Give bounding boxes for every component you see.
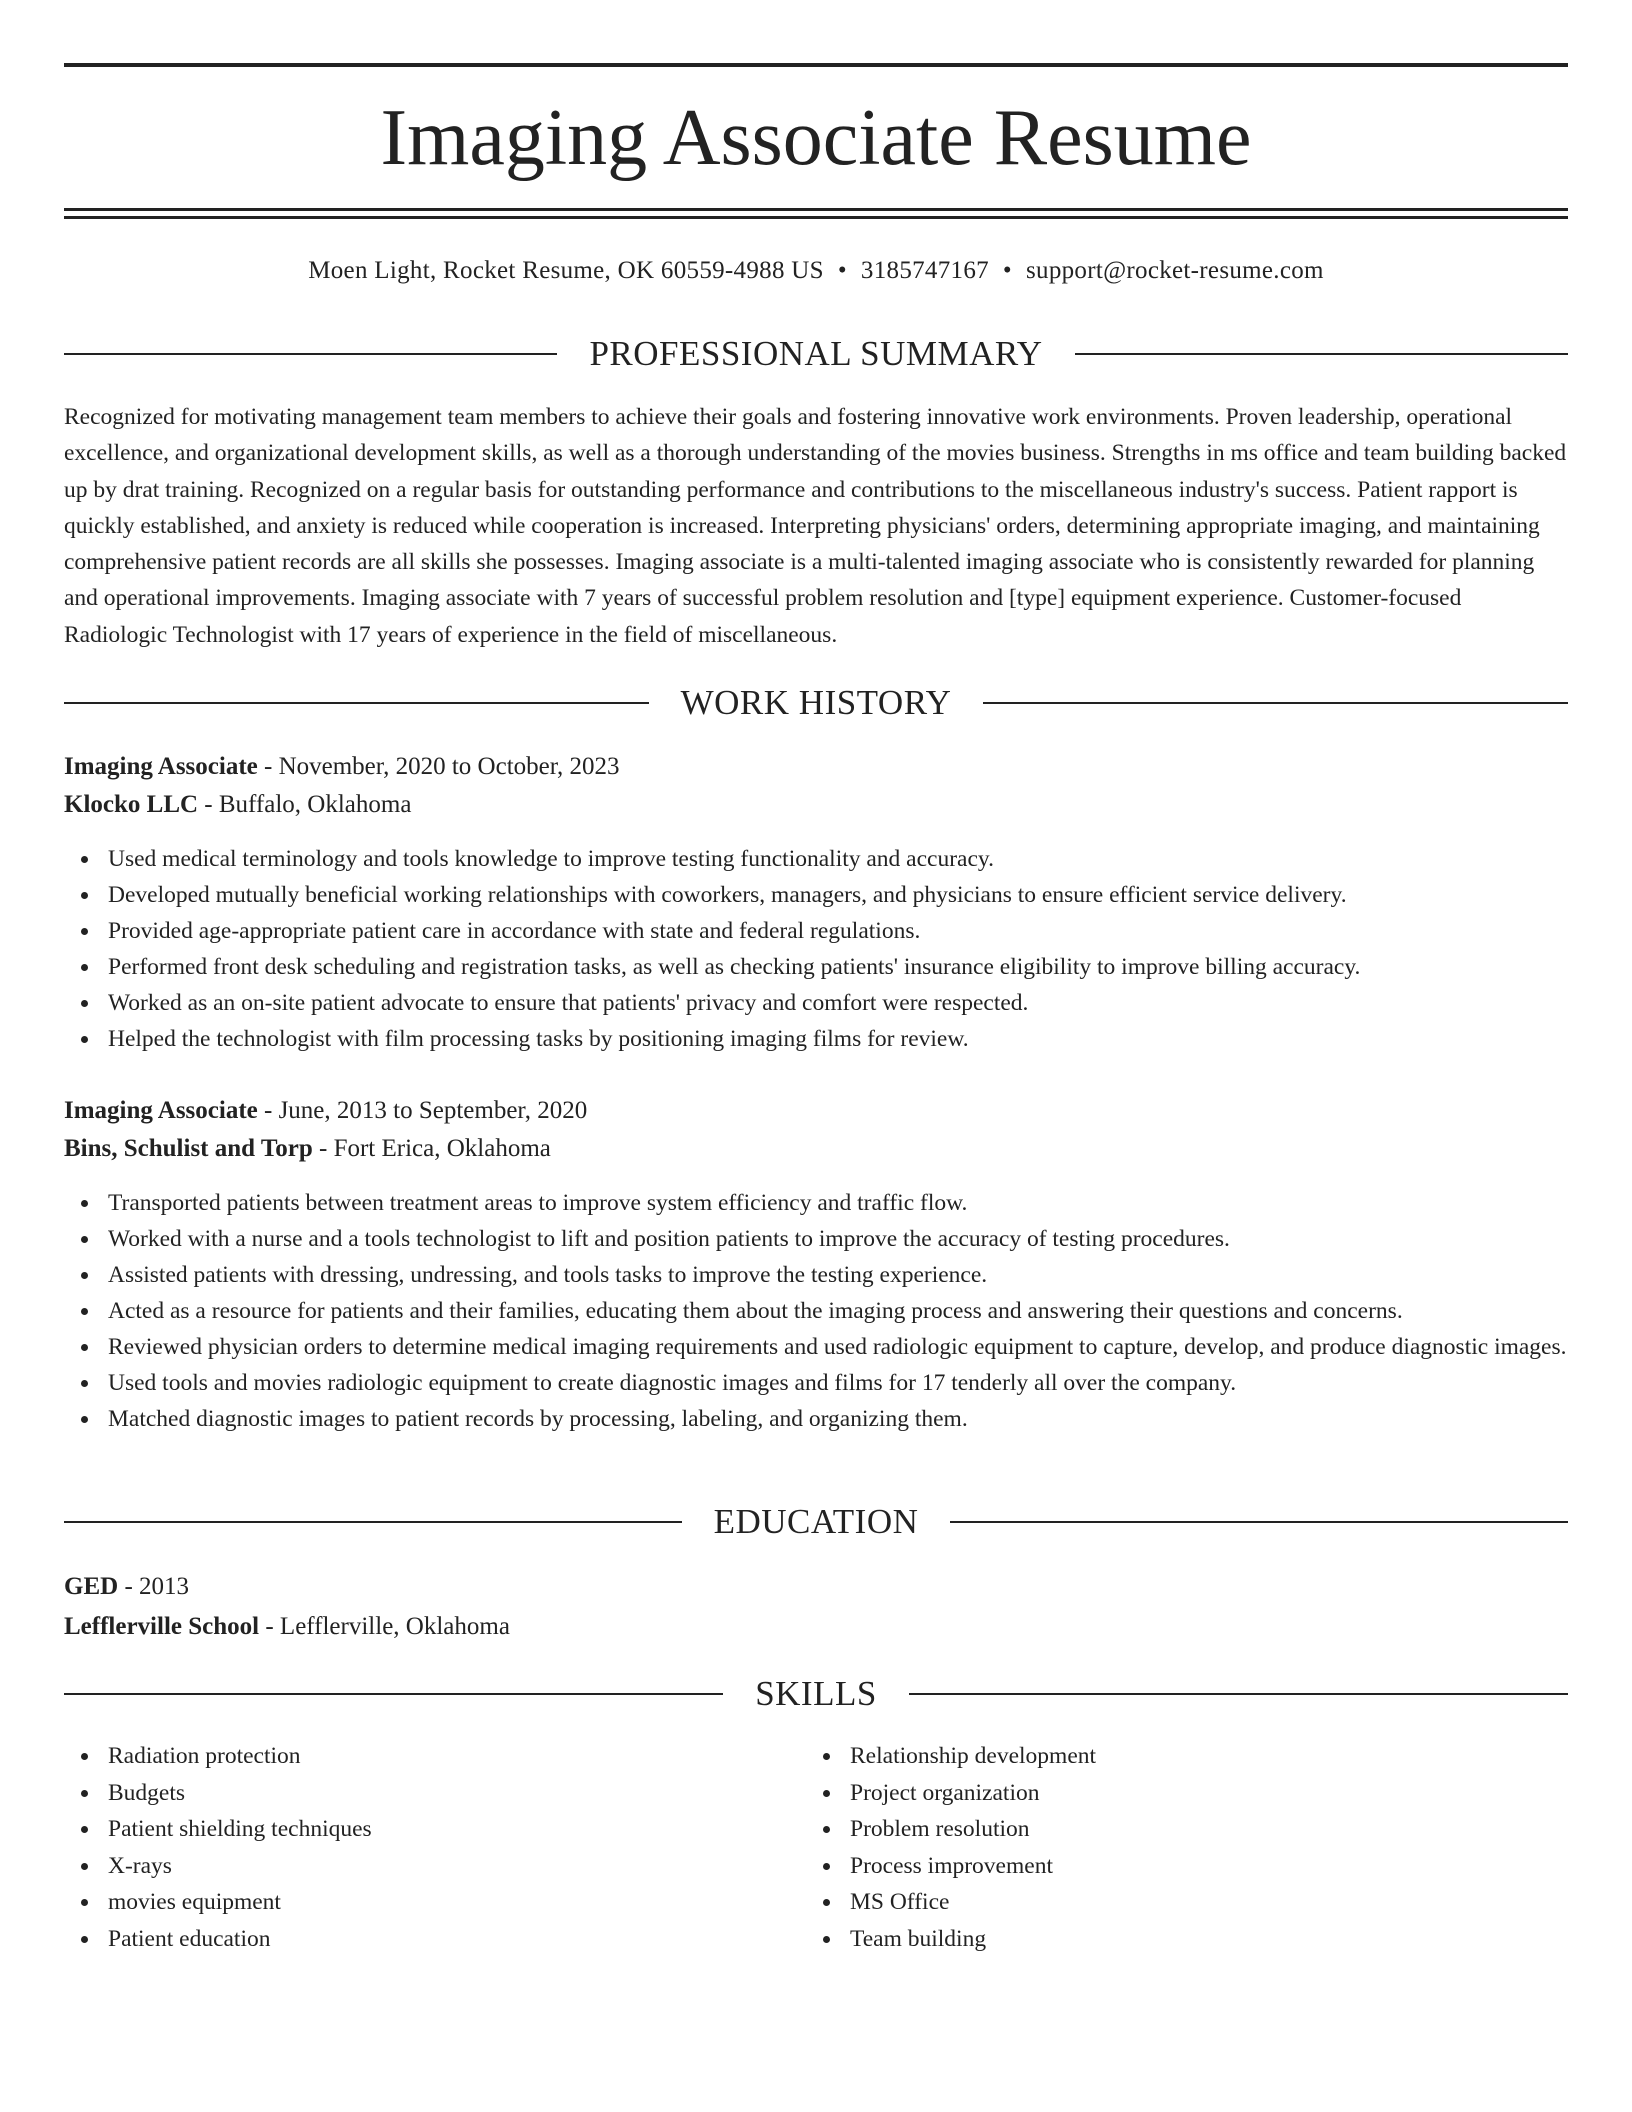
section-heading-skills [64,1672,1568,1716]
job-company-line [64,1130,1568,1168]
job-company: Klocko LLC [64,791,199,818]
skill-item: Process improvement [806,1848,1506,1885]
job-duties-list [64,1185,1568,1437]
divider [1075,353,1568,355]
skill-item: Problem resolution [806,1811,1506,1848]
contact-phone: 3185747167 [860,257,989,284]
job-title-line [64,1092,1568,1130]
list-item: Assisted patients with dressing, undressing, and tools tasks to improve the testing experience. [64,1257,1568,1293]
section-heading-work [64,681,1568,725]
divider [64,702,649,704]
list-item: Performed front desk scheduling and registration tasks, as well as checking patients' insurance eligibility to improve billing accuracy. [64,949,1568,985]
skill-item: Relationship development [806,1738,1506,1775]
section-heading-summary [64,332,1568,376]
skill-item: movies equipment [64,1884,764,1921]
list-item: Matched diagnostic images to patient records by processing, labeling, and organizing them. [64,1401,1568,1437]
summary-text: Recognized for motivating management team members to achieve their goals and fostering innovative work environments. Proven leadership, operational excellence, and organizational development skills, as well as a thorough understanding of the movies business. Strengths in ms office and team building backed up by drat training. Recognized on a regular basis for outstanding performance and contributions to the miscellaneous industry's success. Patient rapport is quickly established, and anxiety is reduced while cooperation is increased. Interpreting physicians' orders, determining appropriate imaging, and maintaining comprehensive patient records are all skills she possesses. Imaging associate is a multi-talented imaging associate who is consistently rewarded for planning and operational improvements. Imaging associate with 7 years of successful problem resolution and [type] equipment experience. Customer-focused Radiologic Technologist with 17 years of experience in the field of miscellaneous. [64,404,1567,648]
list-item: Reviewed physician orders to determine medical imaging requirements and used radiologic equipment to capture, develop, and produce diagnostic images. [64,1329,1568,1365]
header-bottom-rule [64,208,1568,211]
page-title: Imaging Associate Resume [380,94,1252,182]
list-item: Developed mutually beneficial working relationships with coworkers, managers, and physicians to ensure efficient service delivery. [64,877,1568,913]
job-dates: - November, 2020 to October, 2023 [257,753,620,780]
skill-item: Budgets [64,1775,764,1812]
contact-line [64,254,1568,288]
divider [983,702,1568,704]
section-title: SKILLS [755,1674,877,1713]
list-item: Provided age-appropriate patient care in accordance with state and federal regulations. [64,913,1568,949]
education-degree-line [64,1568,1568,1606]
divider [64,1693,723,1695]
divider [64,353,557,355]
list-item: Worked as an on-site patient advocate to ensure that patients' privacy and comfort were respected. [64,985,1568,1021]
header-bottom-rule-inner [64,216,1568,219]
contact-email: support@rocket-resume.com [1025,257,1324,284]
skill-item: Radiation protection [64,1738,764,1775]
skill-item: Patient shielding techniques [64,1811,764,1848]
list-item: Used tools and movies radiologic equipment to create diagnostic images and films for 17 tenderly all over the company. [64,1365,1568,1401]
job-title: Imaging Associate [64,1097,258,1124]
list-item: Acted as a resource for patients and their families, educating them about the imaging process and answering their questions and concerns. [64,1293,1568,1329]
divider [950,1521,1568,1523]
header-top-rule [64,63,1568,67]
job-title-line [64,748,1568,786]
education-school: Lefflerville School [64,1613,260,1640]
education-year: - 2013 [118,1573,190,1600]
skill-item: X-rays [64,1848,764,1885]
list-item: Transported patients between treatment areas to improve system efficiency and traffic flow. [64,1185,1568,1221]
divider [64,1521,682,1523]
skill-item: MS Office [806,1884,1506,1921]
section-heading-education [64,1500,1568,1544]
list-item: Worked with a nurse and a tools technologist to lift and position patients to improve the accuracy of testing procedures. [64,1221,1568,1257]
section-title: PROFESSIONAL SUMMARY [589,334,1043,373]
job-company: Bins, Schulist and Torp [64,1135,313,1162]
skill-item: Project organization [806,1775,1506,1812]
skills-list-left [64,1738,764,1957]
job-company-line [64,786,1568,824]
section-title: WORK HISTORY [680,683,952,722]
list-item: Used medical terminology and tools knowledge to improve testing functionality and accuracy. [64,841,1568,877]
skill-item: Patient education [64,1921,764,1958]
list-item: Helped the technologist with film processing tasks by positioning imaging films for review. [64,1021,1568,1057]
divider [909,1693,1568,1695]
job-location: - Fort Erica, Oklahoma [312,1135,551,1162]
job-dates: - June, 2013 to September, 2020 [257,1097,588,1124]
job-location: - Buffalo, Oklahoma [198,791,412,818]
education-school-line [64,1608,1568,1646]
skill-item: Team building [806,1921,1506,1958]
education-location: - Lefflerville, Oklahoma [259,1613,510,1640]
job-title: Imaging Associate [64,753,258,780]
skills-list-right [806,1738,1506,1957]
contact-separator: • [837,257,847,284]
contact-separator: • [1002,257,1012,284]
contact-address: Moen Light, Rocket Resume, OK 60559-4988 US [308,257,824,284]
education-degree: GED [64,1573,119,1600]
section-title: EDUCATION [713,1502,919,1541]
job-duties-list [64,841,1568,1057]
